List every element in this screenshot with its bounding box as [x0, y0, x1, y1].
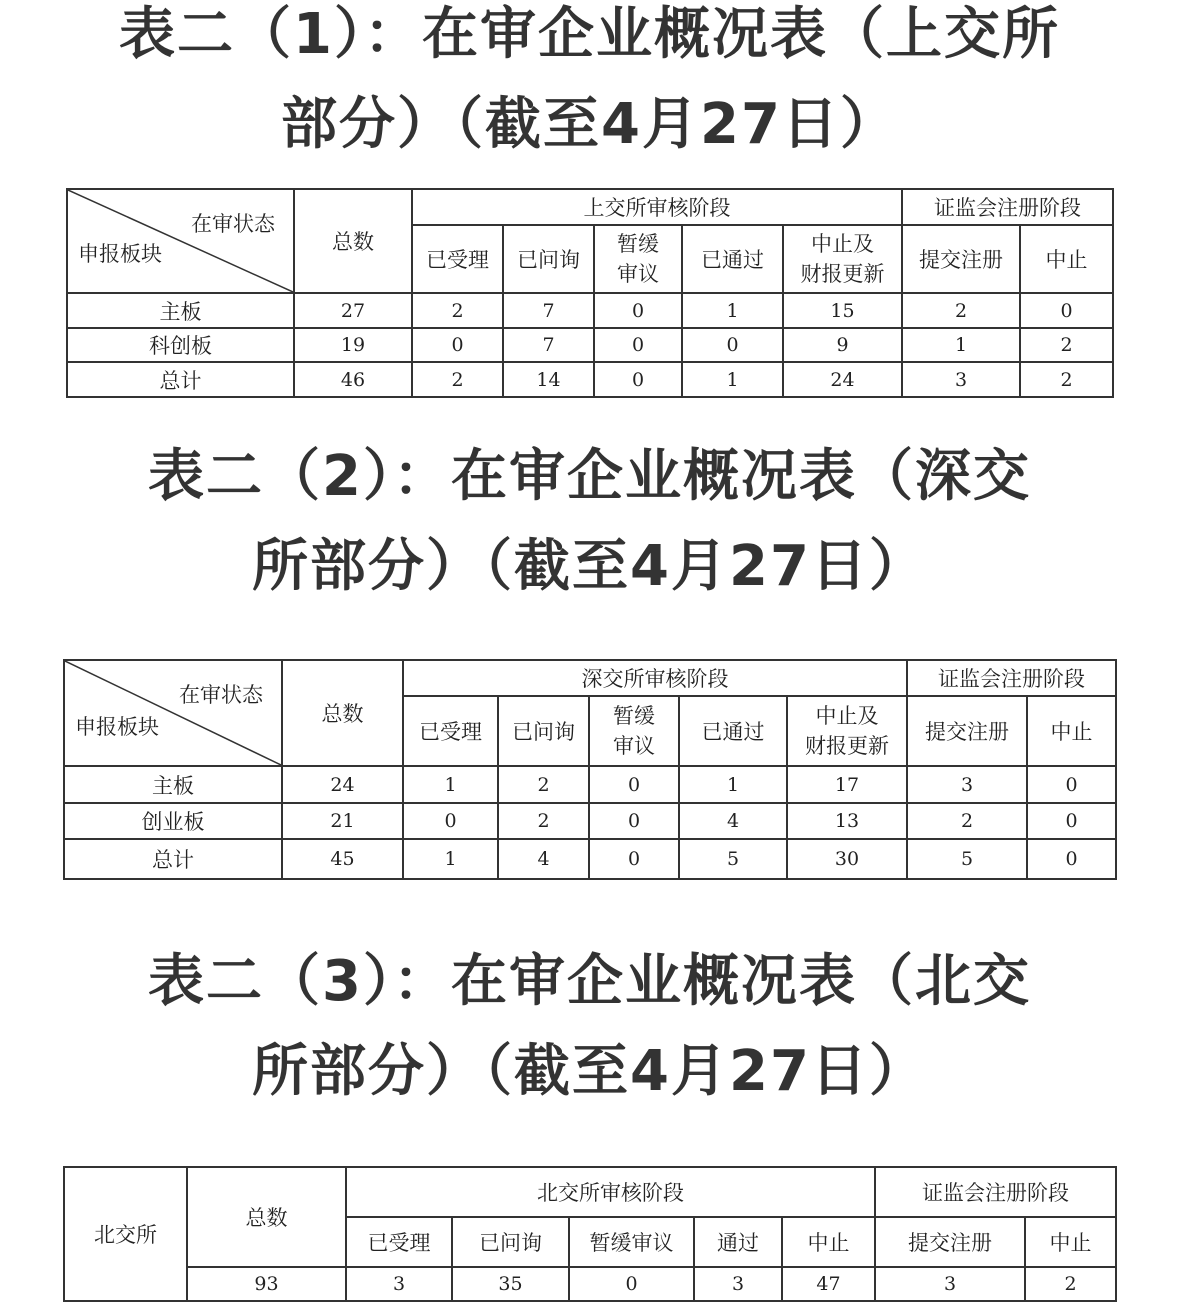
cell-value: 0	[589, 839, 679, 879]
column-header: 已问询	[452, 1217, 569, 1267]
table-bse	[63, 1166, 1117, 1302]
cell-value: 1	[902, 328, 1020, 362]
column-header: 中止及 财报更新	[783, 225, 902, 293]
cell-value: 45	[282, 839, 403, 879]
cell-value: 24	[783, 362, 902, 397]
cell-value: 9	[783, 328, 902, 362]
table-row	[67, 328, 1113, 362]
cell-value: 3	[875, 1267, 1025, 1301]
cell-value: 27	[294, 293, 412, 328]
section-2-title-line-1: 表二（2）：在审企业概况表（深交	[148, 444, 1031, 509]
cell-value: 5	[679, 839, 787, 879]
cell-value: 21	[282, 803, 403, 839]
cell-value: 2	[1025, 1267, 1116, 1301]
cell-value: 2	[907, 803, 1027, 839]
cell-value: 2	[412, 362, 503, 397]
status-axis-label: 在审状态	[179, 683, 263, 707]
total-header: 总数	[282, 660, 403, 766]
table-row	[64, 803, 1116, 839]
cell-value: 5	[907, 839, 1027, 879]
cell-value: 93	[187, 1267, 346, 1301]
cell-value: 1	[682, 293, 783, 328]
column-header: 已通过	[682, 225, 783, 293]
cell-value: 1	[403, 766, 498, 803]
total-header: 总数	[187, 1167, 346, 1267]
cell-value: 0	[569, 1267, 694, 1301]
csrc-stage-header: 证监会注册阶段	[875, 1167, 1116, 1217]
cell-value: 2	[498, 803, 589, 839]
table-row	[64, 1267, 1116, 1301]
column-header: 提交注册	[875, 1217, 1025, 1267]
exchange-stage-header: 上交所审核阶段	[412, 189, 902, 225]
table-row	[67, 293, 1113, 328]
exchange-stage-header: 深交所审核阶段	[403, 660, 907, 696]
cell-value: 4	[679, 803, 787, 839]
row-label: 创业板	[64, 803, 282, 839]
cell-value: 0	[1020, 293, 1113, 328]
cell-value: 0	[594, 293, 682, 328]
column-header: 通过	[694, 1217, 782, 1267]
table-row	[64, 766, 1116, 803]
cell-value: 0	[594, 362, 682, 397]
csrc-stage-header: 证监会注册阶段	[907, 660, 1116, 696]
row-label: 总计	[67, 362, 294, 397]
cell-value: 19	[294, 328, 412, 362]
column-header: 中止	[1025, 1217, 1116, 1267]
exchange-stage-header: 北交所审核阶段	[346, 1167, 875, 1217]
cell-value: 13	[787, 803, 907, 839]
column-header: 已通过	[679, 696, 787, 766]
section-2-title	[0, 432, 1179, 612]
column-header: 中止	[782, 1217, 875, 1267]
section-2-title-line-2: 所部分）（截至4月27日）	[252, 534, 927, 599]
cell-value: 2	[902, 293, 1020, 328]
board-axis-label: 申报板块	[78, 242, 162, 266]
table-sse	[66, 188, 1114, 398]
row-label: 主板	[67, 293, 294, 328]
table-szse	[63, 659, 1117, 880]
column-header: 暂缓 审议	[594, 225, 682, 293]
cell-value: 3	[907, 766, 1027, 803]
cell-value: 0	[589, 766, 679, 803]
row-label: 科创板	[67, 328, 294, 362]
section-1-title-line-2: 部分）（截至4月27日）	[281, 92, 898, 157]
cell-value: 0	[1027, 803, 1116, 839]
cell-value: 0	[412, 328, 503, 362]
cell-value: 46	[294, 362, 412, 397]
row-label: 主板	[64, 766, 282, 803]
corner-header	[64, 660, 282, 766]
table-row	[64, 839, 1116, 879]
cell-value: 15	[783, 293, 902, 328]
column-header: 提交注册	[907, 696, 1027, 766]
cell-value: 3	[694, 1267, 782, 1301]
column-header: 已受理	[403, 696, 498, 766]
column-header: 中止	[1020, 225, 1113, 293]
section-3-title	[0, 937, 1179, 1117]
column-header: 中止	[1027, 696, 1116, 766]
cell-value: 3	[346, 1267, 452, 1301]
cell-value: 17	[787, 766, 907, 803]
column-header: 已问询	[498, 696, 589, 766]
cell-value: 0	[1027, 766, 1116, 803]
status-axis-label: 在审状态	[191, 212, 275, 236]
cell-value: 0	[682, 328, 783, 362]
column-header: 已问询	[503, 225, 594, 293]
section-1-title-line-1: 表二（1）：在审企业概况表（上交所	[119, 2, 1060, 67]
cell-value: 47	[782, 1267, 875, 1301]
cell-value: 2	[1020, 328, 1113, 362]
cell-value: 7	[503, 328, 594, 362]
csrc-stage-header: 证监会注册阶段	[902, 189, 1113, 225]
cell-value: 0	[1027, 839, 1116, 879]
cell-value: 7	[503, 293, 594, 328]
section-1-title	[0, 0, 1179, 170]
cell-value: 24	[282, 766, 403, 803]
row-label: 总计	[64, 839, 282, 879]
board-axis-label: 申报板块	[75, 715, 159, 739]
bse-row-header: 北交所	[64, 1167, 187, 1301]
cell-value: 0	[594, 328, 682, 362]
cell-value: 2	[498, 766, 589, 803]
cell-value: 2	[412, 293, 503, 328]
column-header: 已受理	[412, 225, 503, 293]
cell-value: 1	[682, 362, 783, 397]
column-header: 暂缓 审议	[589, 696, 679, 766]
corner-header	[67, 189, 294, 293]
column-header: 提交注册	[902, 225, 1020, 293]
column-header: 暂缓审议	[569, 1217, 694, 1267]
total-header: 总数	[294, 189, 412, 293]
cell-value: 3	[902, 362, 1020, 397]
cell-value: 0	[589, 803, 679, 839]
cell-value: 35	[452, 1267, 569, 1301]
cell-value: 1	[679, 766, 787, 803]
cell-value: 14	[503, 362, 594, 397]
cell-value: 4	[498, 839, 589, 879]
section-3-title-line-1: 表二（3）：在审企业概况表（北交	[148, 949, 1031, 1014]
column-header: 中止及 财报更新	[787, 696, 907, 766]
cell-value: 2	[1020, 362, 1113, 397]
section-3-title-line-2: 所部分）（截至4月27日）	[252, 1039, 927, 1104]
cell-value: 1	[403, 839, 498, 879]
cell-value: 0	[403, 803, 498, 839]
cell-value: 30	[787, 839, 907, 879]
column-header: 已受理	[346, 1217, 452, 1267]
table-row	[67, 362, 1113, 397]
